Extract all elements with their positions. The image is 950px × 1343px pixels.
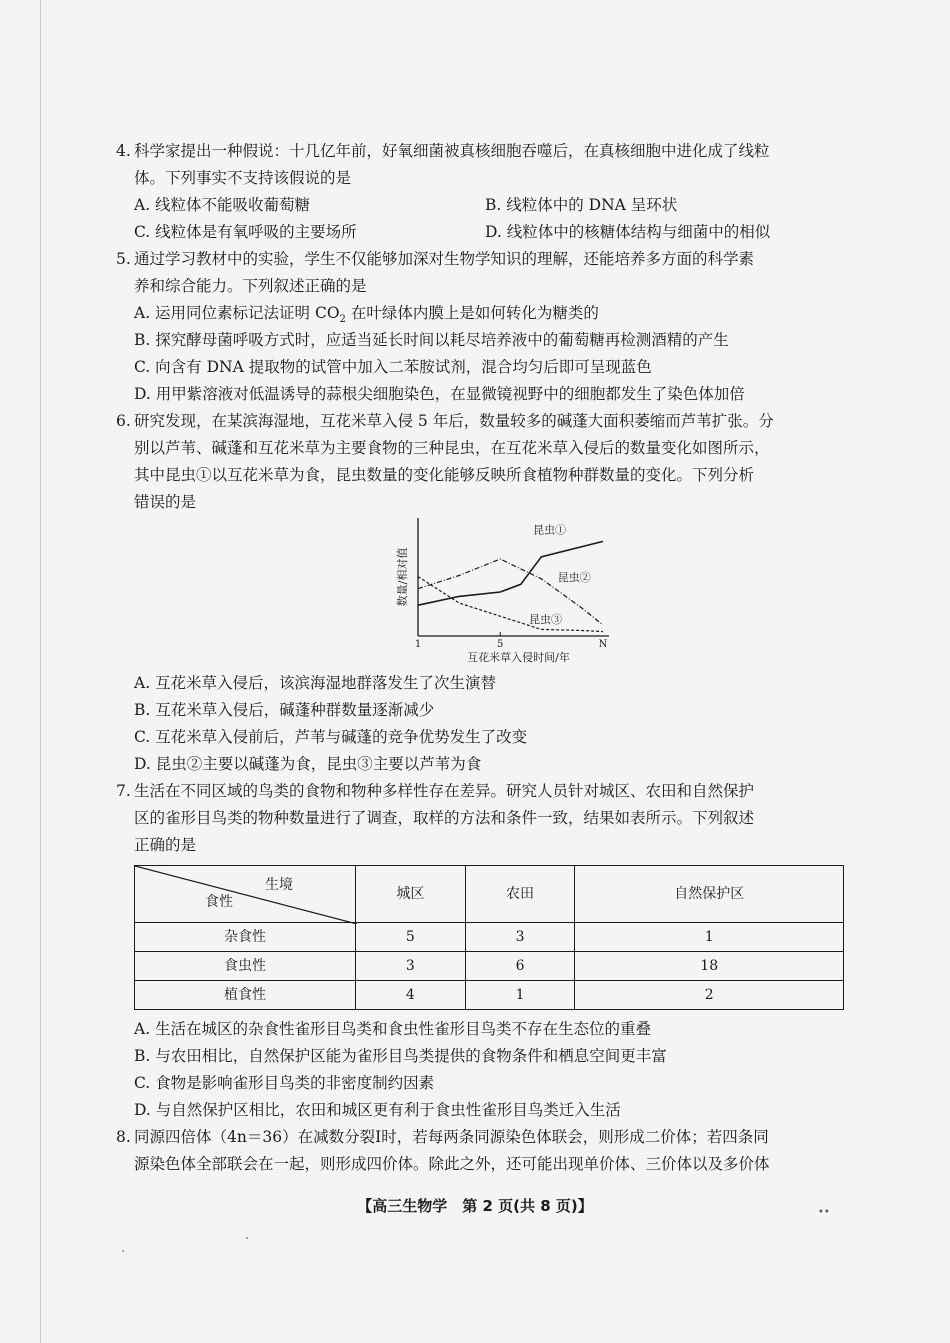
table-cell: 1: [465, 981, 575, 1010]
table-row: [135, 923, 844, 952]
option-c[interactable]: C. 线粒体是有氧呼吸的主要场所: [134, 223, 357, 241]
question-number: 4.: [116, 142, 131, 160]
series-label-1: 昆虫①: [533, 523, 567, 537]
page-footer: 【高三生物学 第 2 页(共 8 页)】: [357, 1197, 593, 1215]
question-5: [116, 246, 836, 408]
option-a-text: 在叶绿体内膜上是如何转化为糖类的: [345, 304, 599, 322]
option-d[interactable]: D. 线粒体中的核糖体结构与细菌中的相似: [485, 223, 771, 241]
question-8: [116, 1124, 836, 1178]
question-4-stem: [116, 138, 836, 192]
table-cell: 2: [575, 981, 844, 1010]
table-cell: 6: [465, 952, 575, 981]
stem-line: 其中昆虫①以互花米草为食，昆虫数量的变化能够反映所食植物种群数量的变化。下列分析: [134, 466, 755, 484]
stem-line: 科学家提出一种假说：十几亿年前，好氧细菌被真核细胞吞噬后，在真核细胞中进化成了线粒: [134, 142, 770, 160]
options-row: [134, 192, 836, 219]
column-header: 城区: [356, 866, 466, 923]
question-number: 6.: [116, 412, 131, 430]
line-chart-figure: [134, 518, 836, 668]
table-header-row: [135, 866, 844, 923]
table-cell: 18: [575, 952, 844, 981]
option-b[interactable]: B. 线粒体中的 DNA 呈环状: [485, 196, 678, 214]
question-number: 5.: [116, 250, 131, 268]
option-c[interactable]: C. 互花米草入侵前后，芦苇与碱蓬的竞争优势发生了改变: [134, 728, 528, 746]
question-6-stem: [116, 408, 836, 516]
diagonal-line: [135, 866, 357, 924]
option-b[interactable]: B. 与农田相比，自然保护区能为雀形目鸟类提供的食物条件和栖息空间更丰富: [134, 1047, 667, 1065]
chart-labels: [395, 523, 608, 664]
table-cell: 3: [356, 952, 466, 981]
line-chart: [380, 518, 610, 668]
question-number: 7.: [116, 782, 131, 800]
exam-page: [116, 138, 836, 1178]
option-a-text: A. 运用同位素标记法证明 CO: [134, 304, 340, 322]
x-tick-label: 1: [414, 639, 422, 650]
option-c[interactable]: C. 向含有 DNA 提取物的试管中加入二苯胺试剂，混合均匀后即可呈现蓝色: [134, 358, 652, 376]
row-label: 食虫性: [135, 952, 356, 981]
question-6: [116, 408, 836, 778]
stem-line: 源染色体全部联会在一起，则形成四价体。除此之外，还可能出现单价体、三价体以及多价体: [134, 1155, 770, 1173]
stem-line: 正确的是: [134, 836, 197, 854]
table-cell: 4: [356, 981, 466, 1010]
stem-line: 养和综合能力。下列叙述正确的是: [134, 277, 367, 295]
series-label-3: 昆虫③: [529, 612, 562, 626]
option-a[interactable]: A. 线粒体不能吸收葡萄糖: [134, 196, 311, 214]
stem-line: 研究发现，在某滨海湿地，互花米草入侵 5 年后，数量较多的碱蓬大面积萎缩而芦苇扩张。分: [134, 412, 774, 430]
stem-line: 通过学习教材中的实验，学生不仅能够加深对生物学知识的理解，还能培养多方面的科学素: [134, 250, 755, 268]
stem-line: 体。下列事实不支持该假说的是: [134, 169, 352, 187]
stem-line: 同源四倍体（4n＝36）在减数分裂Ⅰ时，若每两条同源染色体联会，则形成二价体；若四条同: [134, 1128, 769, 1146]
question-4: [116, 138, 836, 246]
question-number: 8.: [116, 1128, 131, 1146]
scan-dot: [246, 1237, 248, 1239]
question-5-stem: [116, 246, 836, 300]
option-d[interactable]: D. 与自然保护区相比，农田和城区更有利于食虫性雀形目鸟类迁入生活: [134, 1101, 621, 1119]
question-7: [116, 778, 836, 1124]
stem-line: 错误的是: [134, 493, 197, 511]
table-cell: 3: [465, 923, 575, 952]
scan-dot: [122, 1250, 124, 1252]
question-8-stem: [116, 1124, 836, 1178]
option-d[interactable]: D. 昆虫②主要以碱蓬为食，昆虫③主要以芦苇为食: [134, 755, 482, 773]
corner-mark: ••: [818, 1207, 830, 1218]
stem-line: 生活在不同区域的鸟类的食物和物种多样性存在差异。研究人员针对城区、农田和自然保护: [134, 782, 755, 800]
row-label: 植食性: [135, 981, 356, 1010]
stem-line: 别以芦苇、碱蓬和互花米草为主要食物的三种昆虫，在互花米草入侵后的数量变化如图所示，: [134, 439, 770, 457]
survey-table: [134, 865, 844, 1010]
table-cell: 5: [356, 923, 466, 952]
x-tick-label: N: [598, 639, 608, 650]
column-header: 自然保护区: [575, 866, 844, 923]
chart-series: [418, 541, 603, 631]
table-row: [135, 981, 844, 1010]
option-a[interactable]: A. 互花米草入侵后，该滨海湿地群落发生了次生演替: [134, 674, 497, 692]
option-b[interactable]: B. 互花米草入侵后，碱蓬种群数量逐渐减少: [134, 701, 435, 719]
option-b[interactable]: B. 探究酵母菌呼吸方式时，应适当延长时间以耗尽培养液中的葡萄糖再检测酒精的产生: [134, 331, 729, 349]
options-row: [134, 219, 836, 246]
x-axis-label: 互花米草入侵时间/年: [467, 651, 570, 664]
scan-edge: [40, 0, 41, 1343]
x-tick-label: 5: [497, 639, 504, 650]
series-label-2: 昆虫②: [557, 571, 591, 584]
option-d[interactable]: D. 用甲紫溶液对低温诱导的蒜根尖细胞染色，在显微镜视野中的细胞都发生了染色体加倍: [134, 385, 745, 403]
series-line-2: [418, 559, 603, 625]
stem-line: 区的雀形目鸟类的物种数量进行了调查，取样的方法和条件一致，结果如表所示。下列叙述: [134, 809, 755, 827]
column-header: 农田: [465, 866, 575, 923]
corner-bottom-label: 食性: [205, 894, 233, 910]
y-axis-label: 数量/相对值: [396, 547, 409, 607]
table-cell: 1: [575, 923, 844, 952]
corner-top-label: 生境: [265, 877, 293, 893]
table-row: [135, 952, 844, 981]
series-line-3: [418, 577, 603, 632]
option-c[interactable]: C. 食物是影响雀形目鸟类的非密度制约因素: [134, 1074, 435, 1092]
option-a[interactable]: [134, 300, 836, 327]
table-corner-cell: [135, 866, 356, 923]
subscript: 2: [339, 314, 346, 326]
question-7-stem: [116, 778, 836, 859]
option-a[interactable]: A. 生活在城区的杂食性雀形目鸟类和食虫性雀形目鸟类不存在生态位的重叠: [134, 1020, 652, 1038]
row-label: 杂食性: [135, 923, 356, 952]
